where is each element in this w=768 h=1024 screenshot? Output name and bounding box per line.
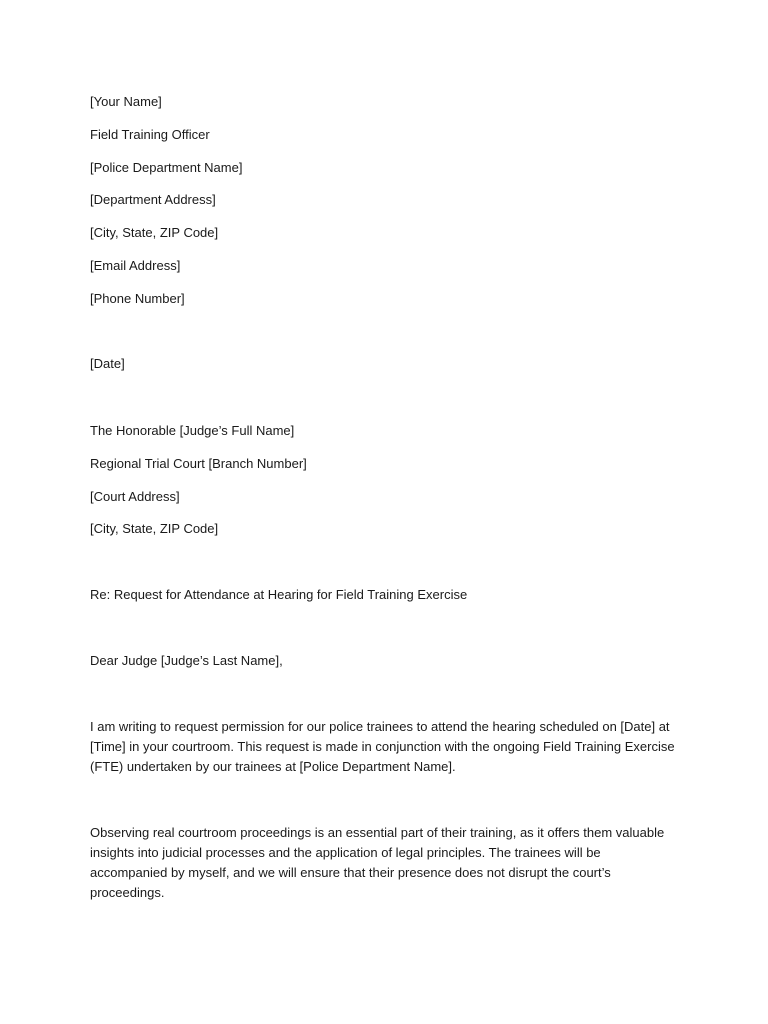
salutation: Dear Judge [Judge’s Last Name], (90, 653, 283, 668)
sender-name: [Your Name] (90, 94, 162, 109)
letter-date: [Date] (90, 356, 125, 371)
sender-email: [Email Address] (90, 258, 181, 273)
recipient-court: Regional Trial Court [Branch Number] (90, 456, 307, 471)
sender-address: [Department Address] (90, 192, 216, 207)
sender-city-state-zip: [City, State, ZIP Code] (90, 225, 219, 240)
recipient-name: The Honorable [Judge’s Full Name] (90, 423, 295, 438)
subject-line: Re: Request for Attendance at Hearing for Field Training Exercise (90, 587, 468, 602)
sender-title: Field Training Officer (90, 127, 210, 142)
sender-phone: [Phone Number] (90, 291, 185, 306)
body-paragraph-2: Observing real courtroom proceedings is an essential part of their training, as it offers them valuable insights into judicial processes and the application of legal principles. The trainees will be accompanied by myself, and we will ensure that their presence does not disrupt the court’s proceedings. (90, 825, 665, 900)
recipient-city-state-zip: [City, State, ZIP Code] (90, 521, 219, 536)
sender-department: [Police Department Name] (90, 160, 243, 175)
body-paragraph-1: I am writing to request permission for our police trainees to attend the hearing scheduled on [Date] at [Time] in your courtroom. This request is made in conjunction with the ongoing Field Training Exercise (FTE) undertaken by our trainees at [Police Department Name]. (90, 719, 675, 774)
recipient-address: [Court Address] (90, 489, 180, 504)
